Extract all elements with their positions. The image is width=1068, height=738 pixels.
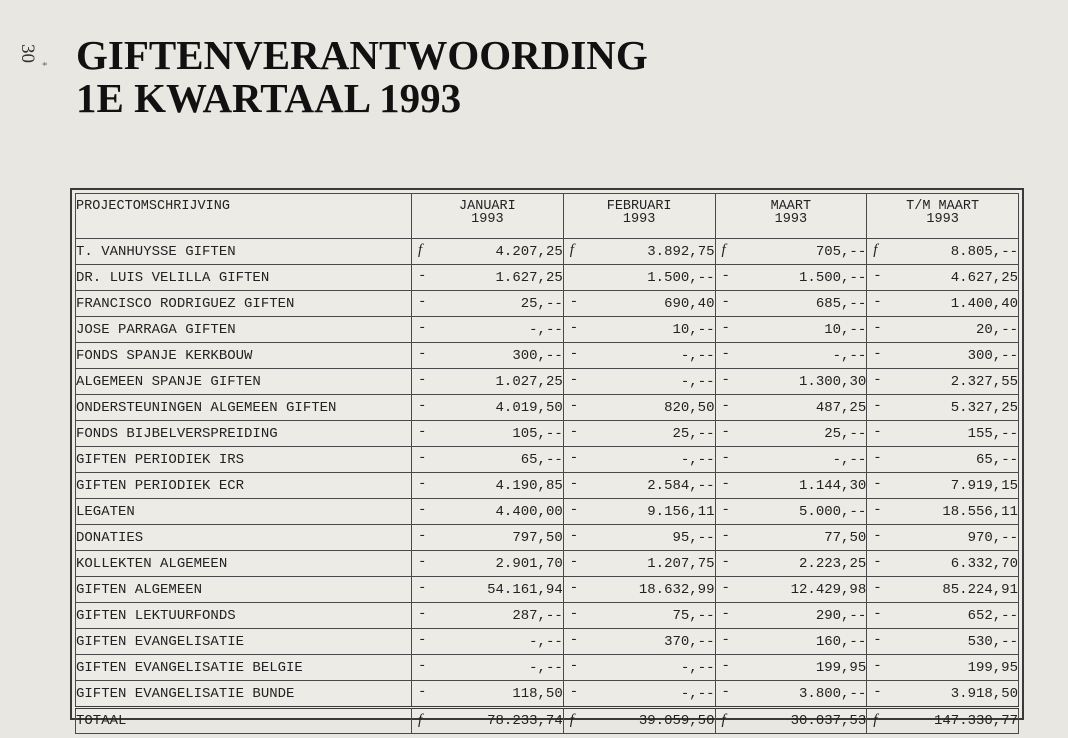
amount-value: 2.584,--: [647, 477, 715, 494]
header-year: 1993: [471, 212, 504, 227]
page-number: 30: [17, 44, 38, 63]
amount-value: 65,--: [520, 451, 563, 468]
page-mark: *: [42, 60, 48, 72]
amount-value: 4.627,25: [950, 269, 1018, 286]
amount-cell: [412, 291, 564, 317]
amount-cell: [867, 447, 1019, 473]
ditto-mark: -: [873, 580, 882, 596]
amount-value: 2.901,70: [495, 555, 563, 572]
ditto-mark: -: [721, 606, 730, 622]
amount-value: 77,50: [824, 529, 867, 546]
header-year: 1993: [774, 212, 808, 227]
ditto-mark: -: [873, 632, 882, 648]
amount-cell: [563, 551, 715, 577]
amount-value: 4.400,00: [495, 503, 563, 520]
ditto-mark: -: [873, 502, 882, 518]
row-description: GIFTEN EVANGELISATIE BUNDE: [76, 681, 412, 708]
amount-cell: [715, 317, 867, 343]
ditto-mark: -: [418, 372, 427, 388]
title-line-1: GIFTENVERANTWOORDING: [76, 32, 648, 78]
ditto-mark: -: [569, 372, 579, 388]
table-row: [76, 369, 1019, 395]
ditto-mark: -: [569, 450, 579, 466]
ditto-mark: -: [873, 450, 882, 466]
amount-value: 2.327,55: [950, 373, 1018, 390]
ditto-mark: -: [569, 632, 579, 648]
ditto-mark: -: [873, 294, 882, 310]
ditto-mark: -: [569, 554, 579, 570]
amount-value: 1.400,40: [950, 295, 1018, 312]
amount-value: 4.207,25: [495, 243, 563, 260]
amount-cell: [563, 629, 715, 655]
ditto-mark: -: [873, 554, 882, 570]
ditto-mark: -: [873, 268, 882, 284]
amount-cell: [715, 525, 867, 551]
row-description: ONDERSTEUNINGEN ALGEMEEN GIFTEN: [76, 395, 412, 421]
ditto-mark: -: [873, 606, 882, 622]
ditto-mark: -: [418, 554, 427, 570]
header-description: PROJECTOMSCHRIJVING: [76, 194, 412, 239]
amount-cell: [867, 708, 1019, 734]
amount-cell: [563, 265, 715, 291]
table-row: [76, 447, 1019, 473]
amount-cell: [412, 317, 564, 343]
row-description: ALGEMEEN SPANJE GIFTEN: [76, 369, 412, 395]
amount-cell: [867, 655, 1019, 681]
amount-cell: [867, 421, 1019, 447]
ditto-mark: -: [569, 424, 579, 440]
table-row: [76, 265, 1019, 291]
amount-value: 85.224,91: [942, 581, 1018, 598]
row-description: DONATIES: [76, 525, 412, 551]
row-description: GIFTEN PERIODIEK ECR: [76, 473, 412, 499]
amount-value: 685,--: [815, 295, 867, 312]
page-title: [76, 34, 648, 120]
amount-cell: [563, 421, 715, 447]
ditto-mark: -: [418, 658, 427, 674]
amount-cell: [563, 343, 715, 369]
amount-value: 1.500,--: [799, 269, 867, 286]
amount-value: -,--: [680, 373, 715, 390]
amount-value: -,--: [680, 347, 715, 364]
currency-mark: f: [873, 712, 878, 728]
amount-cell: [715, 681, 867, 708]
currency-mark: f: [721, 712, 726, 728]
giften-table-frame: [70, 188, 1024, 729]
amount-value: 4.019,50: [495, 399, 563, 416]
amount-value: 39.059,50: [638, 713, 715, 729]
amount-cell: [715, 499, 867, 525]
row-description: LEGATEN: [76, 499, 412, 525]
amount-cell: [715, 603, 867, 629]
amount-value: 5.000,--: [799, 503, 867, 520]
amount-cell: [412, 473, 564, 499]
ditto-mark: -: [721, 294, 730, 310]
amount-cell: [412, 551, 564, 577]
amount-value: 970,--: [967, 529, 1018, 546]
amount-cell: [867, 603, 1019, 629]
amount-cell: [412, 525, 564, 551]
amount-cell: [563, 447, 715, 473]
table-row: [76, 473, 1019, 499]
row-description: FONDS SPANJE KERKBOUW: [76, 343, 412, 369]
amount-value: 1.500,--: [647, 269, 715, 286]
ditto-mark: -: [569, 320, 579, 336]
ditto-mark: -: [721, 320, 730, 336]
ditto-mark: -: [873, 658, 882, 674]
ditto-mark: -: [721, 528, 730, 544]
ditto-mark: -: [721, 424, 730, 440]
amount-cell: [715, 265, 867, 291]
amount-cell: [867, 629, 1019, 655]
currency-mark: f: [418, 242, 423, 258]
ditto-mark: -: [721, 658, 730, 674]
amount-value: 10,--: [824, 321, 867, 338]
ditto-mark: -: [873, 320, 882, 336]
amount-value: -,--: [529, 321, 563, 338]
ditto-mark: -: [418, 268, 427, 284]
table-row: [76, 291, 1019, 317]
amount-cell: [867, 395, 1019, 421]
row-description: GIFTEN EVANGELISATIE: [76, 629, 412, 655]
amount-value: 95,--: [672, 529, 715, 546]
amount-value: 18.632,99: [638, 581, 715, 598]
ditto-mark: -: [721, 476, 730, 492]
header-label: T/M MAART: [906, 199, 980, 214]
ditto-mark: -: [418, 424, 427, 440]
ditto-mark: -: [569, 476, 579, 492]
amount-value: 3.892,75: [647, 243, 715, 260]
amount-value: 18.556,11: [942, 503, 1018, 520]
amount-cell: [563, 708, 715, 734]
amount-value: 652,--: [967, 607, 1018, 624]
amount-value: 160,--: [815, 633, 867, 650]
amount-cell: [563, 655, 715, 681]
currency-mark: f: [569, 712, 574, 728]
amount-value: 105,--: [512, 425, 563, 442]
amount-cell: [715, 291, 867, 317]
amount-cell: [867, 343, 1019, 369]
amount-value: 1.207,75: [647, 555, 715, 572]
amount-value: 4.190,85: [495, 477, 563, 494]
header-januari: [412, 194, 564, 239]
amount-value: 54.161,94: [487, 581, 563, 598]
header-label: FEBRUARI: [606, 199, 672, 214]
amount-cell: [715, 577, 867, 603]
ditto-mark: -: [418, 580, 427, 596]
amount-value: 8.805,--: [950, 243, 1018, 260]
amount-cell: [563, 577, 715, 603]
amount-value: 5.327,25: [950, 399, 1018, 416]
table-body: [76, 239, 1019, 708]
ditto-mark: -: [418, 476, 427, 492]
row-description: GIFTEN LEKTUURFONDS: [76, 603, 412, 629]
amount-value: -,--: [680, 659, 715, 676]
ditto-mark: -: [418, 606, 427, 622]
amount-value: 10,--: [672, 321, 715, 338]
amount-value: 2.223,25: [799, 555, 867, 572]
amount-value: 9.156,11: [647, 503, 715, 520]
amount-cell: [412, 681, 564, 708]
amount-cell: [412, 239, 564, 265]
ditto-mark: -: [721, 632, 730, 648]
total-row: [76, 708, 1019, 734]
header-label: MAART: [770, 199, 812, 214]
table-header-row: [76, 194, 1019, 239]
amount-cell: [715, 447, 867, 473]
amount-cell: [867, 265, 1019, 291]
ditto-mark: -: [569, 502, 579, 518]
amount-cell: [867, 317, 1019, 343]
amount-cell: [867, 551, 1019, 577]
giften-table: [75, 193, 1019, 734]
amount-value: 7.919,15: [950, 477, 1018, 494]
header-maart: [715, 194, 867, 239]
amount-cell: [867, 369, 1019, 395]
ditto-mark: -: [418, 346, 427, 362]
amount-cell: [867, 291, 1019, 317]
ditto-mark: -: [721, 398, 730, 414]
amount-value: 30.037,53: [790, 713, 867, 729]
amount-value: 705,--: [815, 243, 867, 260]
amount-value: 25,--: [520, 295, 563, 312]
amount-value: 1.627,25: [495, 269, 563, 286]
amount-cell: [715, 421, 867, 447]
title-line-2: 1E KWARTAAL 1993: [76, 75, 462, 121]
table-row: [76, 421, 1019, 447]
amount-value: 118,50: [512, 685, 563, 702]
amount-cell: [412, 655, 564, 681]
ditto-mark: -: [873, 528, 882, 544]
amount-value: 78.233,74: [487, 713, 563, 729]
header-year: 1993: [622, 212, 656, 227]
table-row: [76, 525, 1019, 551]
amount-value: -,--: [529, 659, 563, 676]
header-februari: [563, 194, 715, 239]
amount-cell: [412, 447, 564, 473]
amount-value: 690,40: [664, 295, 715, 312]
amount-value: 20,--: [975, 321, 1018, 338]
ditto-mark: -: [721, 268, 730, 284]
amount-value: -,--: [832, 347, 867, 364]
table-row: [76, 239, 1019, 265]
ditto-mark: -: [721, 346, 730, 362]
ditto-mark: -: [569, 658, 579, 674]
amount-cell: [715, 708, 867, 734]
amount-value: 290,--: [815, 607, 867, 624]
amount-cell: [563, 473, 715, 499]
amount-cell: [563, 603, 715, 629]
total-label: TOTAAL: [76, 708, 412, 734]
amount-cell: [412, 708, 564, 734]
amount-cell: [715, 239, 867, 265]
amount-value: 12.429,98: [790, 581, 867, 598]
currency-mark: f: [569, 242, 574, 258]
ditto-mark: -: [873, 398, 882, 414]
amount-value: 25,--: [824, 425, 867, 442]
amount-value: 300,--: [967, 347, 1018, 364]
amount-value: 65,--: [975, 451, 1018, 468]
header-label: JANUARI: [459, 199, 516, 214]
amount-value: 797,50: [512, 529, 563, 546]
row-description: GIFTEN PERIODIEK IRS: [76, 447, 412, 473]
amount-cell: [412, 499, 564, 525]
amount-cell: [715, 655, 867, 681]
row-description: KOLLEKTEN ALGEMEEN: [76, 551, 412, 577]
row-description: DR. LUIS VELILLA GIFTEN: [76, 265, 412, 291]
ditto-mark: -: [569, 294, 579, 310]
ditto-mark: -: [873, 476, 882, 492]
amount-value: 487,25: [815, 399, 867, 416]
row-description: GIFTEN ALGEMEEN: [76, 577, 412, 603]
amount-value: 370,--: [664, 633, 715, 650]
ditto-mark: -: [569, 580, 579, 596]
amount-value: 6.332,70: [950, 555, 1018, 572]
amount-value: 530,--: [967, 633, 1018, 650]
amount-value: -,--: [529, 633, 563, 650]
amount-cell: [563, 317, 715, 343]
row-description: GIFTEN EVANGELISATIE BELGIE: [76, 655, 412, 681]
ditto-mark: -: [721, 554, 730, 570]
ditto-mark: -: [418, 502, 427, 518]
amount-value: -,--: [832, 451, 867, 468]
amount-cell: [412, 629, 564, 655]
amount-value: 1.144,30: [799, 477, 867, 494]
amount-cell: [715, 551, 867, 577]
amount-cell: [412, 577, 564, 603]
ditto-mark: -: [418, 320, 427, 336]
ditto-mark: -: [873, 424, 882, 440]
amount-cell: [412, 603, 564, 629]
ditto-mark: -: [873, 346, 882, 362]
amount-cell: [867, 577, 1019, 603]
table-row: [76, 629, 1019, 655]
amount-cell: [563, 369, 715, 395]
amount-cell: [412, 395, 564, 421]
ditto-mark: -: [418, 632, 427, 648]
ditto-mark: -: [721, 580, 730, 596]
ditto-mark: -: [569, 346, 579, 362]
amount-cell: [867, 499, 1019, 525]
amount-value: 199,95: [815, 659, 867, 676]
ditto-mark: -: [418, 528, 427, 544]
currency-mark: f: [873, 242, 878, 258]
amount-value: 155,--: [967, 425, 1018, 442]
ditto-mark: -: [873, 684, 882, 700]
amount-cell: [867, 681, 1019, 708]
amount-cell: [715, 473, 867, 499]
amount-value: 1.027,25: [495, 373, 563, 390]
amount-cell: [715, 395, 867, 421]
table-row: [76, 551, 1019, 577]
row-description: JOSE PARRAGA GIFTEN: [76, 317, 412, 343]
amount-value: 25,--: [672, 425, 715, 442]
ditto-mark: -: [418, 684, 427, 700]
ditto-mark: -: [569, 684, 579, 700]
amount-cell: [412, 421, 564, 447]
amount-value: 3.918,50: [950, 685, 1018, 702]
ditto-mark: -: [721, 450, 730, 466]
amount-cell: [715, 629, 867, 655]
ditto-mark: -: [569, 606, 579, 622]
ditto-mark: -: [569, 398, 579, 414]
amount-value: 75,--: [672, 607, 715, 624]
amount-cell: [563, 395, 715, 421]
amount-cell: [867, 473, 1019, 499]
currency-mark: f: [418, 712, 423, 728]
amount-cell: [715, 369, 867, 395]
amount-value: 820,50: [664, 399, 715, 416]
amount-cell: [867, 239, 1019, 265]
header-year: 1993: [926, 212, 959, 227]
header-tm-maart: [867, 194, 1019, 239]
amount-cell: [412, 265, 564, 291]
table-row: [76, 395, 1019, 421]
table-row: [76, 343, 1019, 369]
amount-value: 1.300,30: [799, 373, 867, 390]
amount-cell: [715, 343, 867, 369]
ditto-mark: -: [418, 294, 427, 310]
table-row: [76, 655, 1019, 681]
amount-cell: [563, 291, 715, 317]
ditto-mark: -: [418, 450, 427, 466]
ditto-mark: -: [569, 528, 579, 544]
row-description: T. VANHUYSSE GIFTEN: [76, 239, 412, 265]
row-description: FRANCISCO RODRIGUEZ GIFTEN: [76, 291, 412, 317]
amount-cell: [563, 525, 715, 551]
amount-cell: [563, 239, 715, 265]
table-row: [76, 681, 1019, 708]
ditto-mark: -: [721, 372, 730, 388]
amount-value: 3.800,--: [799, 685, 867, 702]
ditto-mark: -: [873, 372, 882, 388]
table-row: [76, 317, 1019, 343]
amount-value: -,--: [680, 451, 715, 468]
amount-cell: [412, 369, 564, 395]
amount-value: 147.330,77: [933, 713, 1018, 729]
amount-cell: [563, 499, 715, 525]
table-row: [76, 603, 1019, 629]
table-row: [76, 499, 1019, 525]
amount-value: -,--: [680, 685, 715, 702]
ditto-mark: -: [721, 502, 730, 518]
amount-cell: [412, 343, 564, 369]
amount-value: 287,--: [512, 607, 563, 624]
amount-cell: [563, 681, 715, 708]
amount-value: 199,95: [967, 659, 1018, 676]
ditto-mark: -: [418, 398, 427, 414]
currency-mark: f: [721, 242, 726, 258]
table-row: [76, 577, 1019, 603]
amount-value: 300,--: [512, 347, 563, 364]
ditto-mark: -: [721, 684, 730, 700]
amount-cell: [867, 525, 1019, 551]
row-description: FONDS BIJBELVERSPREIDING: [76, 421, 412, 447]
